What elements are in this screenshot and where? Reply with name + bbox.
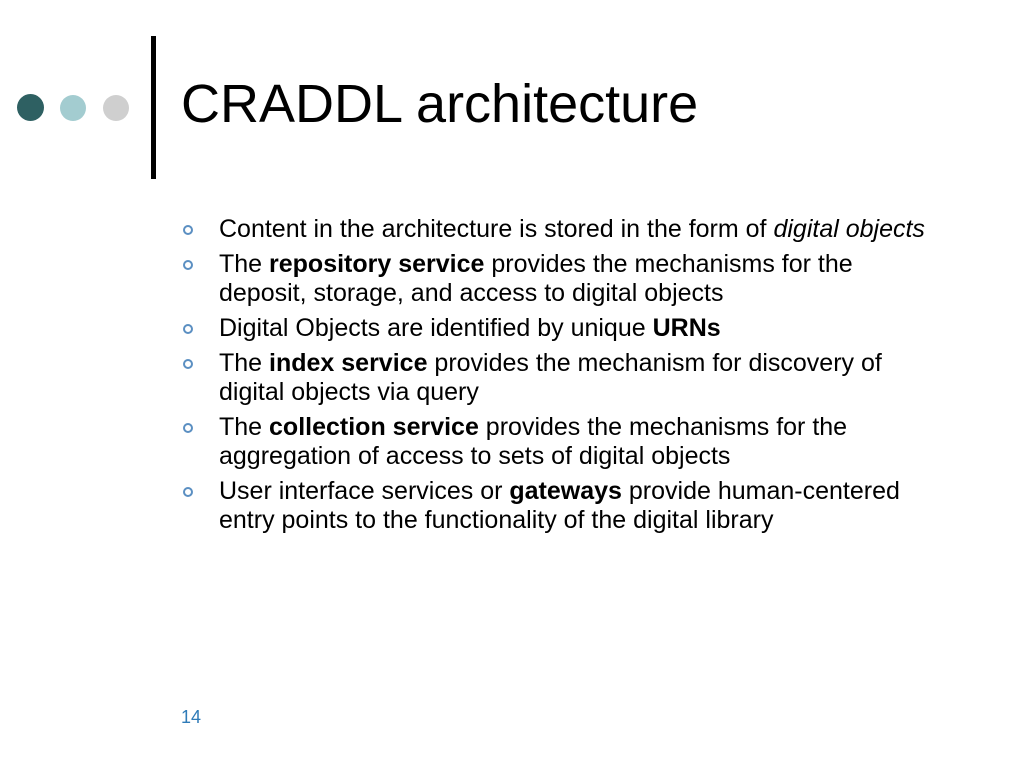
bullet-text bbox=[219, 215, 931, 244]
bullet-circle-icon bbox=[183, 487, 193, 497]
decorative-dot-grey bbox=[103, 95, 129, 121]
text-run: Content in the architecture is stored in the form of bbox=[219, 215, 774, 243]
bullet-circle-icon bbox=[183, 260, 193, 270]
bullet-circle-icon bbox=[183, 359, 193, 369]
bullet-text bbox=[219, 349, 931, 407]
text-run: The bbox=[219, 413, 270, 441]
bullet-item bbox=[183, 477, 973, 535]
bullet-circle-icon bbox=[183, 423, 193, 433]
bullet-text bbox=[219, 314, 931, 343]
text-run: User interface services or bbox=[219, 477, 510, 505]
title-divider-line bbox=[151, 36, 156, 179]
text-run: provide human-centered entry points to the functionality of the digital library bbox=[219, 477, 900, 534]
bullet-list bbox=[183, 215, 973, 541]
keyword-text: URNs bbox=[652, 314, 721, 342]
bullet-item bbox=[183, 215, 973, 244]
bullet-item bbox=[183, 314, 973, 343]
bullet-text bbox=[219, 413, 931, 471]
bullet-item bbox=[183, 250, 973, 308]
bullet-text bbox=[219, 250, 931, 308]
text-run: provides the mechanisms for the aggregation of access to sets of digital objects bbox=[219, 413, 848, 470]
keyword-text: gateways bbox=[509, 477, 622, 505]
slide-number: 14 bbox=[181, 707, 202, 727]
emphasis-text: digital objects bbox=[773, 215, 925, 243]
text-run: provides the mechanisms for the deposit, storage, and access to digital objects bbox=[219, 250, 853, 307]
bullet-item bbox=[183, 413, 973, 471]
keyword-text: collection service bbox=[269, 413, 479, 441]
keyword-text: repository service bbox=[269, 250, 485, 278]
text-run: provides the mechanism for discovery of digital objects via query bbox=[219, 349, 882, 406]
slide-title: CRADDL architecture bbox=[181, 74, 699, 134]
text-run: Digital Objects are identified by unique bbox=[219, 314, 653, 342]
bullet-item bbox=[183, 349, 973, 407]
decorative-dot-light bbox=[60, 95, 86, 121]
keyword-text: index service bbox=[269, 349, 428, 377]
bullet-circle-icon bbox=[183, 324, 193, 334]
decorative-dot-dark bbox=[17, 94, 44, 121]
bullet-text bbox=[219, 477, 931, 535]
text-run: The bbox=[219, 349, 270, 377]
text-run: The bbox=[219, 250, 270, 278]
bullet-circle-icon bbox=[183, 225, 193, 235]
